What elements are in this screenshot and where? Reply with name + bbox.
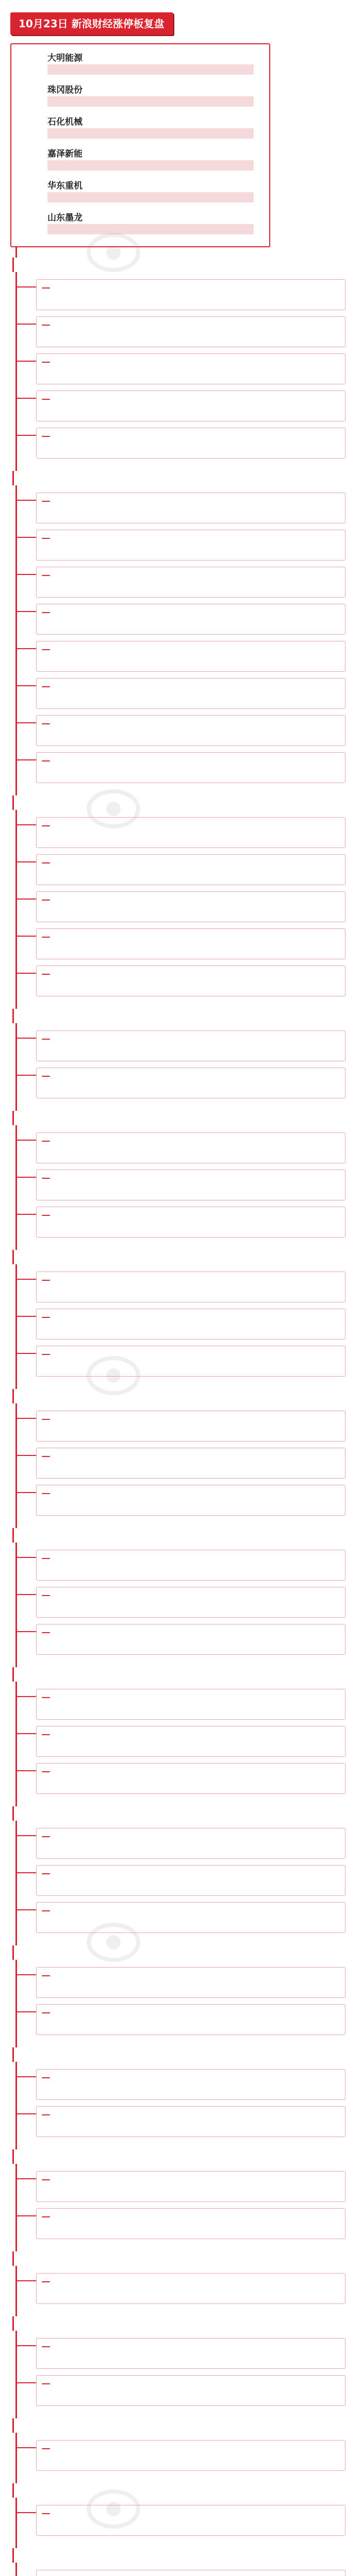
connector-line bbox=[17, 1214, 36, 1215]
date-badge bbox=[42, 1873, 50, 1874]
date-badge bbox=[42, 2179, 50, 2180]
date-badge bbox=[42, 399, 50, 400]
connector-line bbox=[17, 1455, 36, 1456]
news-card[interactable] bbox=[36, 1132, 346, 1163]
connector-line bbox=[17, 1418, 36, 1419]
connector-line bbox=[17, 1631, 36, 1632]
date-badge bbox=[42, 325, 50, 326]
connector-line bbox=[17, 2076, 36, 2077]
date-badge bbox=[42, 862, 50, 863]
leader-stock-list bbox=[47, 96, 254, 107]
date-badge bbox=[42, 575, 50, 576]
connector-line bbox=[17, 324, 36, 325]
news-card[interactable] bbox=[36, 604, 346, 635]
section-heading bbox=[12, 2316, 20, 2331]
date-badge bbox=[42, 1975, 50, 1976]
date-badge bbox=[42, 649, 50, 650]
date-badge bbox=[42, 1280, 50, 1281]
connector-line bbox=[17, 685, 36, 686]
date-badge bbox=[42, 1076, 50, 1077]
connector-line bbox=[17, 973, 36, 974]
date-badge bbox=[42, 1493, 50, 1494]
news-card[interactable] bbox=[36, 1346, 346, 1377]
news-card[interactable] bbox=[36, 391, 346, 421]
connector-line bbox=[17, 2215, 36, 2216]
date-badge bbox=[42, 1771, 50, 1772]
leader-stock-name[interactable]: 珠冈股份 bbox=[47, 85, 83, 95]
date-badge bbox=[42, 825, 50, 826]
news-card[interactable] bbox=[36, 2440, 346, 2471]
date-badge bbox=[42, 1354, 50, 1355]
connector-line bbox=[17, 1770, 36, 1771]
section-heading bbox=[12, 1806, 20, 1821]
connector-line bbox=[17, 500, 36, 501]
news-card[interactable] bbox=[36, 1448, 346, 1479]
section-heading bbox=[12, 1009, 20, 1023]
connector-line bbox=[17, 2011, 36, 2012]
news-card[interactable] bbox=[36, 1865, 346, 1896]
date-badge bbox=[42, 1595, 50, 1596]
date-badge bbox=[42, 2114, 50, 2115]
connector-line bbox=[17, 824, 36, 825]
news-card[interactable] bbox=[36, 1967, 346, 1998]
connector-line bbox=[17, 1872, 36, 1873]
news-card[interactable] bbox=[36, 2069, 346, 2100]
news-card[interactable] bbox=[36, 678, 346, 709]
leader-group bbox=[47, 114, 254, 139]
date-badge bbox=[42, 1697, 50, 1698]
section-heading bbox=[12, 1111, 20, 1125]
section-heading bbox=[12, 2483, 20, 2498]
section-heading bbox=[12, 2548, 20, 2563]
connector-line bbox=[17, 574, 36, 575]
date-badge bbox=[42, 1558, 50, 1559]
news-card[interactable] bbox=[36, 1587, 346, 1618]
section-heading bbox=[12, 2418, 20, 2433]
date-badge bbox=[42, 612, 50, 613]
leader-stock-list bbox=[47, 192, 254, 202]
leader-group bbox=[47, 210, 254, 234]
news-card[interactable] bbox=[36, 1624, 346, 1655]
connector-line bbox=[17, 2178, 36, 2179]
date-badge bbox=[42, 538, 50, 539]
connector-line bbox=[17, 861, 36, 862]
connector-line bbox=[17, 2512, 36, 2513]
news-card[interactable] bbox=[36, 1309, 346, 1340]
news-card[interactable] bbox=[36, 817, 346, 848]
news-card[interactable] bbox=[36, 2570, 346, 2576]
connector-line bbox=[17, 1353, 36, 1354]
leader-stock-name[interactable]: 石化机械 bbox=[47, 117, 83, 127]
date-badge bbox=[42, 760, 50, 761]
news-card[interactable] bbox=[36, 1828, 346, 1859]
news-card[interactable] bbox=[36, 854, 346, 885]
news-card[interactable] bbox=[36, 2375, 346, 2406]
section-heading bbox=[12, 1945, 20, 1960]
news-card[interactable] bbox=[36, 1411, 346, 1442]
timeline-spine bbox=[15, 247, 17, 2576]
news-card[interactable] bbox=[36, 530, 346, 561]
news-card[interactable] bbox=[36, 928, 346, 959]
date-badge bbox=[42, 362, 50, 363]
connector-line bbox=[17, 611, 36, 612]
news-card[interactable] bbox=[36, 715, 346, 746]
date-badge bbox=[42, 501, 50, 502]
date-badge bbox=[42, 1039, 50, 1040]
page-title: 10月23日 新浪财经涨停板复盘 bbox=[10, 12, 173, 35]
leader-stock-list bbox=[47, 160, 254, 171]
news-card[interactable] bbox=[36, 493, 346, 523]
news-card[interactable] bbox=[36, 2171, 346, 2202]
date-badge bbox=[42, 2216, 50, 2217]
news-card[interactable] bbox=[36, 428, 346, 459]
news-card[interactable] bbox=[36, 353, 346, 384]
news-card[interactable] bbox=[36, 1726, 346, 1757]
connector-line bbox=[17, 722, 36, 723]
connector-line bbox=[17, 361, 36, 362]
date-badge bbox=[42, 1836, 50, 1837]
news-card[interactable] bbox=[36, 316, 346, 347]
leader-group bbox=[47, 146, 254, 171]
date-badge bbox=[42, 2346, 50, 2347]
leader-group bbox=[47, 50, 254, 75]
date-badge bbox=[42, 1419, 50, 1420]
section-heading bbox=[12, 2251, 20, 2266]
connector-line bbox=[17, 1909, 36, 1910]
leader-stock-name[interactable]: 华东重机 bbox=[47, 181, 83, 191]
connector-line bbox=[17, 1316, 36, 1317]
news-card[interactable] bbox=[36, 1689, 346, 1720]
connector-line bbox=[17, 1177, 36, 1178]
leader-group bbox=[47, 82, 254, 107]
news-card[interactable] bbox=[36, 2338, 346, 2369]
connector-line bbox=[17, 1140, 36, 1141]
connector-line bbox=[17, 2447, 36, 2448]
date-badge bbox=[42, 1215, 50, 1216]
connector-line bbox=[17, 1594, 36, 1595]
date-badge bbox=[42, 974, 50, 975]
news-card[interactable] bbox=[36, 641, 346, 672]
connector-line bbox=[17, 1038, 36, 1039]
section-heading bbox=[12, 1667, 20, 1682]
connector-line bbox=[17, 2345, 36, 2346]
date-badge bbox=[42, 1317, 50, 1318]
section-heading bbox=[12, 2047, 20, 2062]
news-card[interactable] bbox=[36, 567, 346, 598]
date-badge bbox=[42, 686, 50, 687]
connector-line bbox=[17, 2382, 36, 2383]
section-heading bbox=[12, 2149, 20, 2164]
section-heading bbox=[12, 1250, 20, 1264]
news-card[interactable] bbox=[36, 2273, 346, 2304]
connector-line bbox=[17, 1492, 36, 1493]
connector-line bbox=[17, 1696, 36, 1697]
connector-line bbox=[17, 1557, 36, 1558]
section-heading bbox=[12, 1389, 20, 1403]
news-card[interactable] bbox=[36, 1902, 346, 1933]
date-badge bbox=[42, 2077, 50, 2078]
leader-stock-name[interactable]: 大明能源 bbox=[47, 53, 83, 63]
leader-stock-list bbox=[47, 224, 254, 234]
leader-stock-list bbox=[47, 64, 254, 75]
news-card[interactable] bbox=[36, 1272, 346, 1302]
date-badge bbox=[42, 937, 50, 938]
news-card[interactable] bbox=[36, 891, 346, 922]
date-badge bbox=[42, 2383, 50, 2384]
date-badge bbox=[42, 1178, 50, 1179]
connector-line bbox=[17, 1974, 36, 1975]
news-card[interactable] bbox=[36, 279, 346, 310]
section-heading bbox=[12, 795, 20, 810]
news-card[interactable] bbox=[36, 1170, 346, 1200]
news-card[interactable] bbox=[36, 965, 346, 996]
date-badge bbox=[42, 723, 50, 724]
date-badge bbox=[42, 1632, 50, 1633]
leader-group bbox=[47, 178, 254, 202]
leader-stock-list bbox=[47, 128, 254, 139]
news-card[interactable] bbox=[36, 1550, 346, 1581]
news-card[interactable] bbox=[36, 1763, 346, 1794]
connector-line bbox=[17, 537, 36, 538]
connector-line bbox=[17, 435, 36, 436]
news-card[interactable] bbox=[36, 2208, 346, 2239]
connector-line bbox=[17, 286, 36, 287]
date-badge bbox=[42, 436, 50, 437]
news-card[interactable] bbox=[36, 2106, 346, 2137]
date-badge bbox=[42, 1734, 50, 1735]
date-badge bbox=[42, 900, 50, 901]
leader-stock-name[interactable]: 嘉泽新能 bbox=[47, 149, 83, 159]
connector-line bbox=[17, 2280, 36, 2281]
date-badge bbox=[42, 1456, 50, 1457]
connector-line bbox=[17, 1733, 36, 1734]
connector-line bbox=[17, 1835, 36, 1836]
news-card[interactable] bbox=[36, 1207, 346, 1238]
section-heading bbox=[12, 1528, 20, 1543]
news-card[interactable] bbox=[36, 752, 346, 783]
date-badge bbox=[42, 1910, 50, 1911]
connector-line bbox=[17, 1075, 36, 1076]
news-card[interactable] bbox=[36, 2004, 346, 2035]
connector-line bbox=[17, 899, 36, 900]
section-heading bbox=[12, 471, 20, 485]
section-heading bbox=[12, 258, 20, 272]
connector-line bbox=[17, 398, 36, 399]
date-badge bbox=[42, 2513, 50, 2514]
connector-line bbox=[17, 2113, 36, 2114]
news-card[interactable] bbox=[36, 1485, 346, 1516]
connector-line bbox=[17, 759, 36, 760]
date-badge bbox=[42, 1141, 50, 1142]
date-badge bbox=[42, 2448, 50, 2449]
connector-line bbox=[17, 1279, 36, 1280]
connector-line bbox=[17, 648, 36, 649]
leader-stock-name[interactable]: 山东墨龙 bbox=[47, 213, 83, 223]
news-card[interactable] bbox=[36, 1030, 346, 1061]
date-badge bbox=[42, 287, 50, 289]
news-card[interactable] bbox=[36, 2505, 346, 2536]
news-card[interactable] bbox=[36, 1067, 346, 1098]
date-badge bbox=[42, 2281, 50, 2282]
connector-line bbox=[17, 936, 36, 937]
date-badge bbox=[42, 2012, 50, 2013]
